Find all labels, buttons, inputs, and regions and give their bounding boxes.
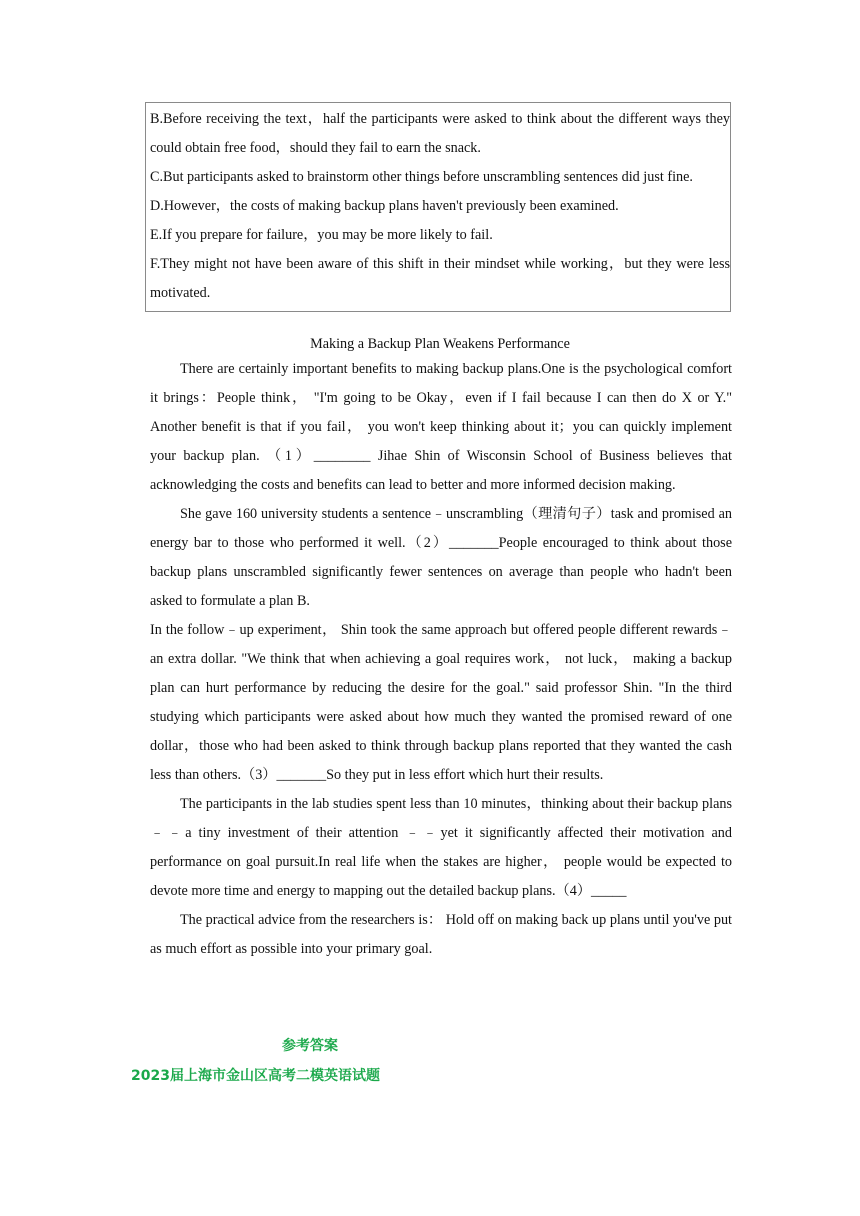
option-f: F.They might not have been aware of this shift in their mindset while working，but they were less motivated. [150,256,730,301]
option-b: B.Before receiving the text，half the participants were asked to think about the different ways they could obtain free food，should they fail to earn the snack. [150,111,730,156]
paragraph-3: In the follow﹣up experiment， Shin took the same approach but offered people different rewards﹣an extra dollar. "We think that when achieving a goal requires work， not luck， making a backup plan can hurt performance by reducing the desire for the goal." said professor Shin. "In the third studying which participants were asked about how much they wanted the promised reward of one dollar，those who had been asked to think through backup plans reported that they wanted the cash less than others.（3）_______So they put in less effort which hurt their results. [150,622,732,783]
passage-body [150,355,732,964]
answer-key-heading: 参考答案 [282,1038,338,1054]
option-d: D.However，the costs of making backup plans haven't previously been examined. [150,198,619,214]
passage-title: Making a Backup Plan Weakens Performance [310,336,570,352]
options-box [145,102,731,312]
paragraph-5: The practical advice from the researchers is： Hold off on making back up plans until you've put as much effort as possible into your primary goal. [150,912,732,957]
paragraph-1: There are certainly important benefits to making backup plans.One is the psychological comfort it brings：People think， "I'm going to be Okay，even if I fail because I can then do X or Y." Another benefit is that if you fail， you won't keep thinking about it；you can quickly implement your backup plan. （1）________ Jihae Shin of Wisconsin School of Business believes that acknowledging the costs and benefits can lead to better and more informed decision making. [150,361,732,493]
option-c: C.But participants asked to brainstorm other things before unscrambling sentences did just fine. [150,169,693,185]
exam-title: 2023届上海市金山区高考二模英语试题 [131,1068,380,1084]
option-e: E.If you prepare for failure，you may be more likely to fail. [150,227,493,243]
paragraph-2: She gave 160 university students a sentence﹣unscrambling（理清句子）task and promised an energy bar to those who performed it well.（2）_______People encouraged to think about those backup plans unscrambled significantly fewer sentences on average than people who hadn't been asked to formulate a plan B. [150,506,732,609]
paragraph-4: The participants in the lab studies spent less than 10 minutes，thinking about their backup plans﹣﹣a tiny investment of their attention ﹣﹣yet it significantly affected their motivation and performance on goal pursuit.In real life when the stakes are higher， people would be expected to devote more time and energy to mapping out the detailed backup plans.（4）_____ [150,796,732,899]
